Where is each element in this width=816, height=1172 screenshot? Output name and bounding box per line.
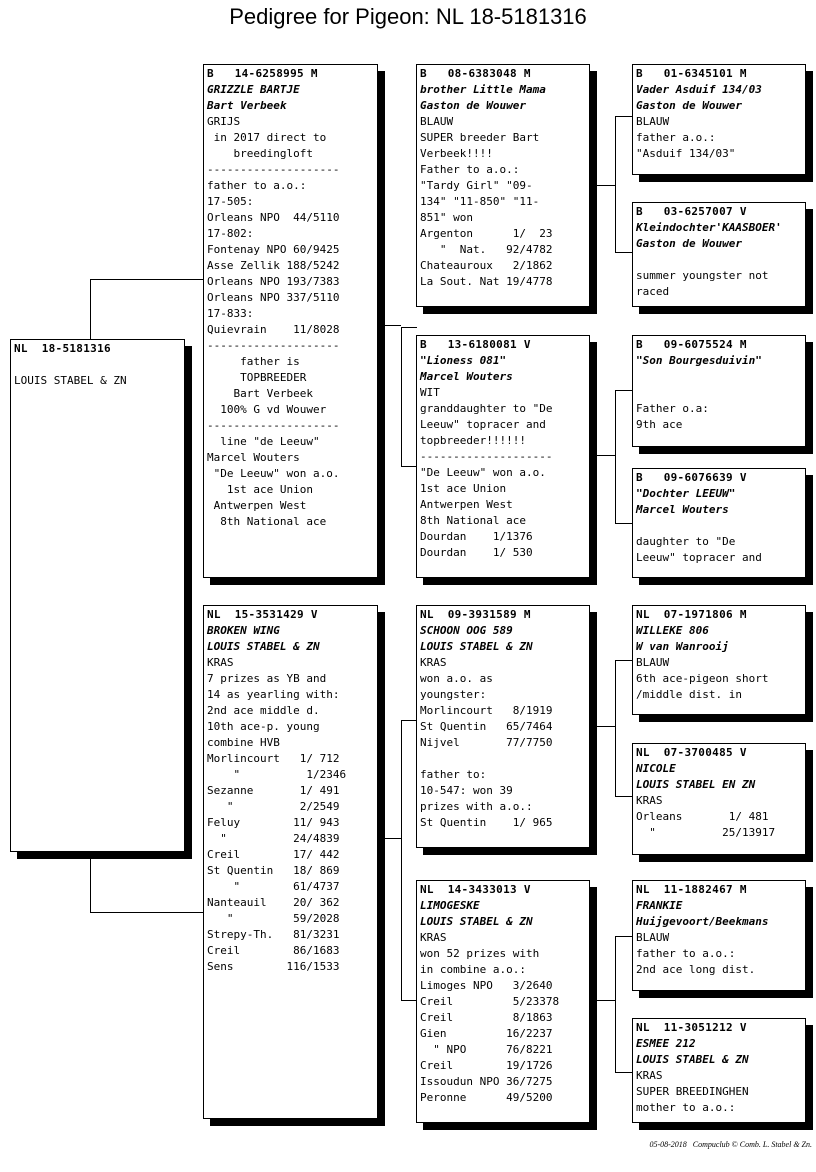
pigeon-name: WILLEKE 806 (636, 624, 709, 637)
info-line: mother to a.o.: (636, 1101, 736, 1114)
sire-dam-dam-card (632, 468, 806, 578)
connector-ds-dsd (615, 796, 632, 797)
pigeon-name: brother Little Mama (420, 83, 546, 96)
info-line: Leeuw" topracer and (636, 551, 762, 564)
info-line: Dourdan 1/1376 (420, 530, 533, 543)
ring-number: NL 09-3931589 M (420, 608, 531, 621)
info-line: Father to a.o.: (420, 163, 520, 176)
breeder-name (636, 369, 802, 385)
connector-ds-v (615, 660, 616, 796)
connector-dam-dd (401, 1000, 417, 1001)
connector-sire-v (401, 327, 402, 467)
ring-number: NL 11-1882467 M (636, 883, 747, 896)
info-line: in 2017 direct to (207, 131, 327, 144)
pigeon-name: "Dochter LEEUW" (636, 487, 736, 500)
info-line: St Quentin 65/7464 (420, 720, 553, 733)
info-line: Sens 116/1533 (207, 960, 340, 973)
breeder-name: LOUIS STABEL EN ZN (636, 778, 756, 791)
info-line: KRAS (636, 1069, 663, 1082)
connector-ss-v (615, 116, 616, 252)
info-line: WIT (420, 386, 440, 399)
info-line: Antwerpen West (207, 499, 307, 512)
pigeon-name: NICOLE (636, 762, 676, 775)
connector-ss-sss (615, 116, 632, 117)
info-line (636, 252, 802, 268)
info-line: " 25/13917 (636, 826, 776, 839)
info-line: granddaughter to "De (420, 402, 553, 415)
info-line: BLAUW (636, 115, 670, 128)
info-line: Creil 8/1863 (420, 1011, 553, 1024)
info-line: -------------------- (207, 339, 340, 352)
pigeon-name: Vader Asduif 134/03 (636, 83, 762, 96)
info-line: GRIJS (207, 115, 241, 128)
info-line: "De Leeuw" won a.o. (420, 466, 546, 479)
footer-credit: 05-08-2018 Compuclub © Comb. L. Stabel & Zn. (649, 1140, 812, 1149)
info-line: Quievrain 11/8028 (207, 323, 340, 336)
connector-dd-dds (615, 936, 632, 937)
info-line: " 59/2028 (207, 912, 340, 925)
pigeon-name: Kleindochter'KAASBOER' (636, 221, 782, 234)
connector-dd-stub (597, 1000, 615, 1001)
connector-sire-ss (401, 327, 417, 328)
info-line: " 1/2346 (207, 768, 347, 781)
connector-ss-ssd (615, 252, 632, 253)
connector-subject-sire-v (90, 279, 91, 339)
ring-number: NL 18-5181316 (14, 342, 111, 355)
dam-dam-dam-card (632, 1018, 806, 1123)
info-line: Leeuw" topracer and (420, 418, 546, 431)
connector-subject-sire-h (90, 279, 204, 280)
info-line: summer youngster not (636, 269, 769, 282)
info-line: La Sout. Nat 19/4778 (420, 275, 553, 288)
info-line: 9th ace (636, 418, 683, 431)
ring-number: NL 07-1971806 M (636, 608, 747, 621)
connector-sire-sd (401, 466, 417, 467)
breeder-name: Huijgevoort/Beekmans (636, 915, 769, 928)
info-line: 1st ace Union (207, 483, 313, 496)
sire-dam-card (416, 335, 590, 578)
info-line: Father o.a: (636, 402, 709, 415)
connector-ds-stub (597, 726, 615, 727)
info-line: KRAS (420, 931, 447, 944)
info-line: in combine a.o.: (420, 963, 526, 976)
info-line: Chateauroux 2/1862 (420, 259, 553, 272)
info-line: KRAS (636, 794, 663, 807)
info-line: 134" "11-850" "11- (420, 195, 540, 208)
info-line (420, 751, 586, 767)
info-line: TOPBREEDER (207, 371, 307, 384)
pigeon-name: FRANKIE (636, 899, 683, 912)
info-line: father to: (420, 768, 487, 781)
connector-sd-sds (615, 390, 632, 391)
info-line: Fontenay NPO 60/9425 (207, 243, 340, 256)
info-line: BLAUW (420, 115, 454, 128)
info-line: father to a.o.: (207, 179, 307, 192)
info-line: Gien 16/2237 (420, 1027, 553, 1040)
breeder-name: Bart Verbeek (207, 99, 287, 112)
info-line: won a.o. as (420, 672, 493, 685)
info-line: 17-505: (207, 195, 254, 208)
pigeon-name: LIMOGESKE (420, 899, 480, 912)
info-line: -------------------- (420, 450, 553, 463)
info-line: Feluy 11/ 943 (207, 816, 340, 829)
info-line: Strepy-Th. 81/3231 (207, 928, 340, 941)
info-line: daughter to "De (636, 535, 736, 548)
info-line: "Tardy Girl" "09- (420, 179, 533, 192)
breeder-name: LOUIS STABEL & ZN (420, 915, 533, 928)
info-line: KRAS (420, 656, 447, 669)
dam-card (203, 605, 378, 1119)
info-line: -------------------- (207, 419, 340, 432)
info-line: Creil 5/23378 (420, 995, 560, 1008)
info-line: St Quentin 1/ 965 (420, 816, 553, 829)
info-line: 10-547: won 39 (420, 784, 513, 797)
info-line: SUPER BREEDINGHEN (636, 1085, 749, 1098)
info-line: Nanteauil 20/ 362 (207, 896, 340, 909)
info-line: SUPER breeder Bart (420, 131, 540, 144)
ring-number: B 01-6345101 M (636, 67, 747, 80)
info-line: Creil 17/ 442 (207, 848, 340, 861)
ring-number: NL 15-3531429 V (207, 608, 318, 621)
ring-number: B 14-6258995 M (207, 67, 318, 80)
subject-card (10, 339, 185, 852)
connector-dd-v (615, 936, 616, 1072)
sire-dam-sire-card (632, 335, 806, 447)
info-line: Dourdan 1/ 530 (420, 546, 533, 559)
info-line: Nijvel 77/7750 (420, 736, 553, 749)
connector-sd-sdd (615, 523, 632, 524)
info-line: line "de Leeuw" (207, 435, 320, 448)
breeder-name: Marcel Wouters (420, 370, 513, 383)
connector-sire-stub (384, 325, 401, 326)
sire-sire-sire-card (632, 64, 806, 175)
pigeon-name: SCHOON OOG 589 (420, 624, 513, 637)
info-line: Bart Verbeek (207, 387, 313, 400)
connector-subject-dam-v (90, 852, 91, 912)
info-line: Creil 86/1683 (207, 944, 340, 957)
info-line: youngster: (420, 688, 487, 701)
info-line: Creil 19/1726 (420, 1059, 553, 1072)
info-line: " 24/4839 (207, 832, 340, 845)
info-line: raced (636, 285, 670, 298)
info-line: 17-833: (207, 307, 254, 320)
dam-dam-card (416, 880, 590, 1123)
info-line: won 52 prizes with (420, 947, 540, 960)
breeder-name: Gaston de Wouwer (636, 99, 742, 112)
sire-sire-dam-card (632, 202, 806, 307)
info-line: 14 as yearling with: (207, 688, 340, 701)
info-line: Argenton 1/ 23 (420, 227, 553, 240)
info-line: topbreeder!!!!!! (420, 434, 526, 447)
info-line: Marcel Wouters (207, 451, 300, 464)
connector-sd-v (615, 390, 616, 523)
info-line: St Quentin 18/ 869 (207, 864, 340, 877)
info-line: -------------------- (207, 163, 340, 176)
info-line: " Nat. 92/4782 (420, 243, 553, 256)
info-line: father a.o.: (636, 131, 716, 144)
ring-number: NL 11-3051212 V (636, 1021, 747, 1034)
ring-number: NL 07-3700485 V (636, 746, 747, 759)
info-line: 100% G vd Wouwer (207, 403, 327, 416)
ring-number: B 09-6076639 V (636, 471, 747, 484)
ring-number: B 13-6180081 V (420, 338, 531, 351)
dam-sire-sire-card (632, 605, 806, 715)
breeder-name: LOUIS STABEL & ZN (420, 640, 533, 653)
info-line: 1st ace Union (420, 482, 507, 495)
info-line: Issoudun NPO 36/7275 (420, 1075, 553, 1088)
breeder-name: LOUIS STABEL & ZN (207, 640, 320, 653)
ring-number: B 08-6383048 M (420, 67, 531, 80)
info-line: Orleans 1/ 481 (636, 810, 769, 823)
info-line: Limoges NPO 3/2640 (420, 979, 553, 992)
pigeon-name: ESMEE 212 (636, 1037, 696, 1050)
page-title: Pedigree for Pigeon: NL 18-5181316 (229, 4, 587, 29)
connector-dam-ds (401, 720, 417, 721)
info-line: 2nd ace middle d. (207, 704, 320, 717)
pigeon-name: "Son Bourgesduivin" (636, 354, 762, 367)
info-line: prizes with a.o.: (420, 800, 533, 813)
breeder-name: Gaston de Wouwer (420, 99, 526, 112)
info-line: Orleans NPO 193/7383 (207, 275, 340, 288)
info-line: 10th ace-p. young (207, 720, 320, 733)
info-line: Morlincourt 1/ 712 (207, 752, 340, 765)
pigeon-name: "Lioness 081" (420, 354, 507, 367)
info-line: Verbeek!!!! (420, 147, 493, 160)
info-line: BLAUW (636, 931, 670, 944)
info-line: Orleans NPO 44/5110 (207, 211, 340, 224)
info-line: "Asduif 134/03" (636, 147, 736, 160)
breeder-name: LOUIS STABEL & ZN (636, 1053, 749, 1066)
connector-subject-dam-h (90, 912, 204, 913)
breeder-name: LOUIS STABEL & ZN (14, 374, 127, 387)
dam-sire-dam-card (632, 743, 806, 855)
connector-dam-v (401, 720, 402, 1000)
info-line: /middle dist. in (636, 688, 742, 701)
dam-sire-card (416, 605, 590, 848)
info-line (636, 518, 802, 534)
connector-ss-stub (597, 185, 615, 186)
info-line (636, 385, 802, 401)
breeder-name: Gaston de Wouwer (636, 237, 742, 250)
breeder-name: Marcel Wouters (636, 503, 729, 516)
info-line: 7 prizes as YB and (207, 672, 327, 685)
info-line: combine HVB (207, 736, 280, 749)
info-line: Antwerpen West (420, 498, 513, 511)
connector-sd-stub (597, 455, 615, 456)
info-line: breedingloft (207, 147, 313, 160)
info-line: father to a.o.: (636, 947, 736, 960)
sire-sire-card (416, 64, 590, 307)
info-line: Asse Zellik 188/5242 (207, 259, 340, 272)
info-line: " 2/2549 (207, 800, 340, 813)
connector-dd-ddd (615, 1072, 632, 1073)
info-line: KRAS (207, 656, 234, 669)
info-line: "De Leeuw" won a.o. (207, 467, 340, 480)
info-line: Peronne 49/5200 (420, 1091, 553, 1104)
pigeon-name: GRIZZLE BARTJE (207, 83, 300, 96)
pigeon-name (14, 357, 181, 373)
sire-card (203, 64, 378, 578)
breeder-name: W van Wanrooij (636, 640, 729, 653)
pigeon-name: BROKEN WING (207, 624, 280, 637)
info-line: 6th ace-pigeon short (636, 672, 769, 685)
info-line: Morlincourt 8/1919 (420, 704, 553, 717)
info-line: Orleans NPO 337/5110 (207, 291, 340, 304)
connector-dam-stub (384, 838, 401, 839)
info-line: 8th National ace (420, 514, 526, 527)
info-line: 2nd ace long dist. (636, 963, 756, 976)
ring-number: B 03-6257007 V (636, 205, 747, 218)
ring-number: NL 14-3433013 V (420, 883, 531, 896)
info-line: " NPO 76/8221 (420, 1043, 553, 1056)
connector-ds-dss (615, 660, 632, 661)
info-line: " 61/4737 (207, 880, 340, 893)
info-line: Sezanne 1/ 491 (207, 784, 340, 797)
info-line: 851" won (420, 211, 473, 224)
info-line: 17-802: (207, 227, 254, 240)
info-line: BLAUW (636, 656, 670, 669)
ring-number: B 09-6075524 M (636, 338, 747, 351)
dam-dam-sire-card (632, 880, 806, 991)
info-line: 8th National ace (207, 515, 327, 528)
info-line: father is (207, 355, 300, 368)
